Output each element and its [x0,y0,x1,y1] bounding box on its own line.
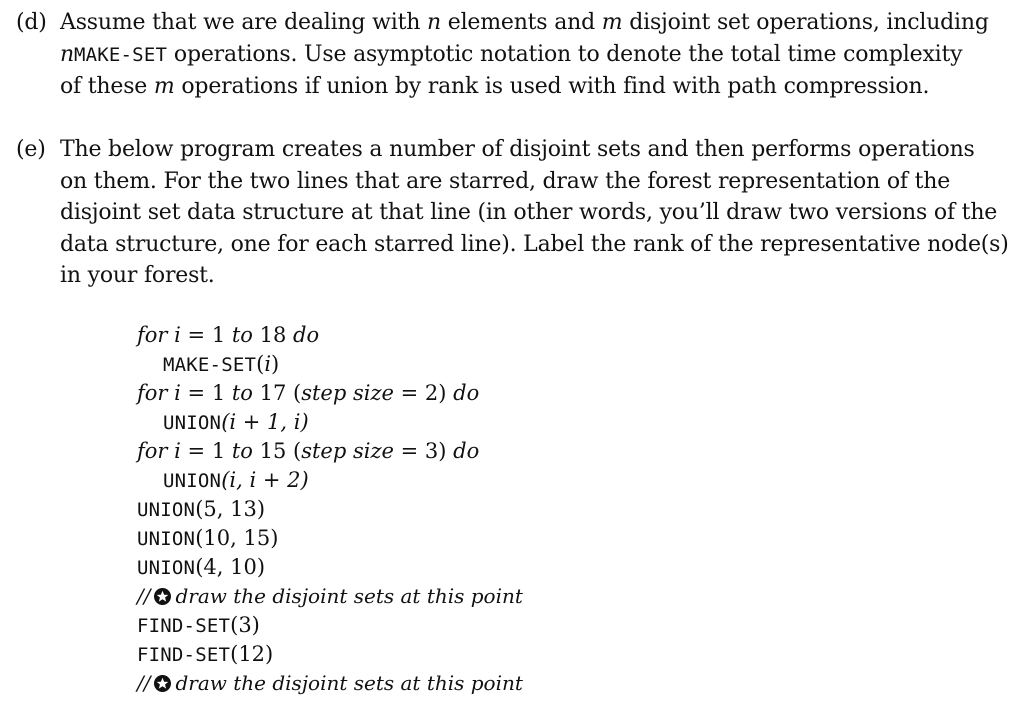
problem-d-line-3: of these m operations if union by rank is used with find with path compression. [60,74,930,99]
code-line-find-1: FIND-SET(3) [137,613,260,637]
code-line-make-set: MAKE-SET(i) [163,352,280,376]
problem-d-marker: (d) [16,10,47,35]
code-line-comment-1: // draw the disjoint sets at this point [137,584,523,608]
star-icon [154,675,171,692]
problem-e-line-3: disjoint set data structure at that line (in other words, you’ll draw two versions of the [60,200,998,225]
star-icon [154,588,171,605]
code-line-union-1: UNION(i + 1, i) [163,410,309,434]
problem-d [16,7,1014,103]
problem-d-text [60,7,1014,103]
problem-d-line-2: nMAKE-SET operations. Use asymptotic notation to denote the total time complexity [60,41,963,67]
code-line-loop-3: for i = 1 to 15 (step size = 3) do [137,439,480,463]
code-line-union-5: UNION(4, 10) [137,555,266,579]
problem-e-line-5: in your forest. [60,263,215,288]
problem-e-line-2: on them. For the two lines that are starred, draw the forest representation of the [60,168,951,194]
problem-e-text [60,134,1014,292]
pseudocode-block [137,321,697,698]
problem-e-line-4: data structure, one for each starred line). Label the rank of the representative node(s) [60,231,1009,257]
code-line-union-3: UNION(5, 13) [137,497,266,521]
code-line-comment-2: // draw the disjoint sets at this point [137,671,523,695]
code-line-loop-2: for i = 1 to 17 (step size = 2) do [137,381,480,405]
code-line-find-2: FIND-SET(12) [137,642,274,666]
problem-d-line-1: Assume that we are dealing with n elements and m disjoint set operations, including [60,10,989,35]
problem-e-marker: (e) [16,137,46,162]
code-line-union-4: UNION(10, 15) [137,526,279,550]
code-line-union-2: UNION(i, i + 2) [163,468,309,492]
problem-e-line-1: The below program creates a number of disjoint sets and then performs operations [60,137,975,162]
problem-e [16,134,1014,292]
code-line-loop-1: for i = 1 to 18 do [137,323,320,347]
